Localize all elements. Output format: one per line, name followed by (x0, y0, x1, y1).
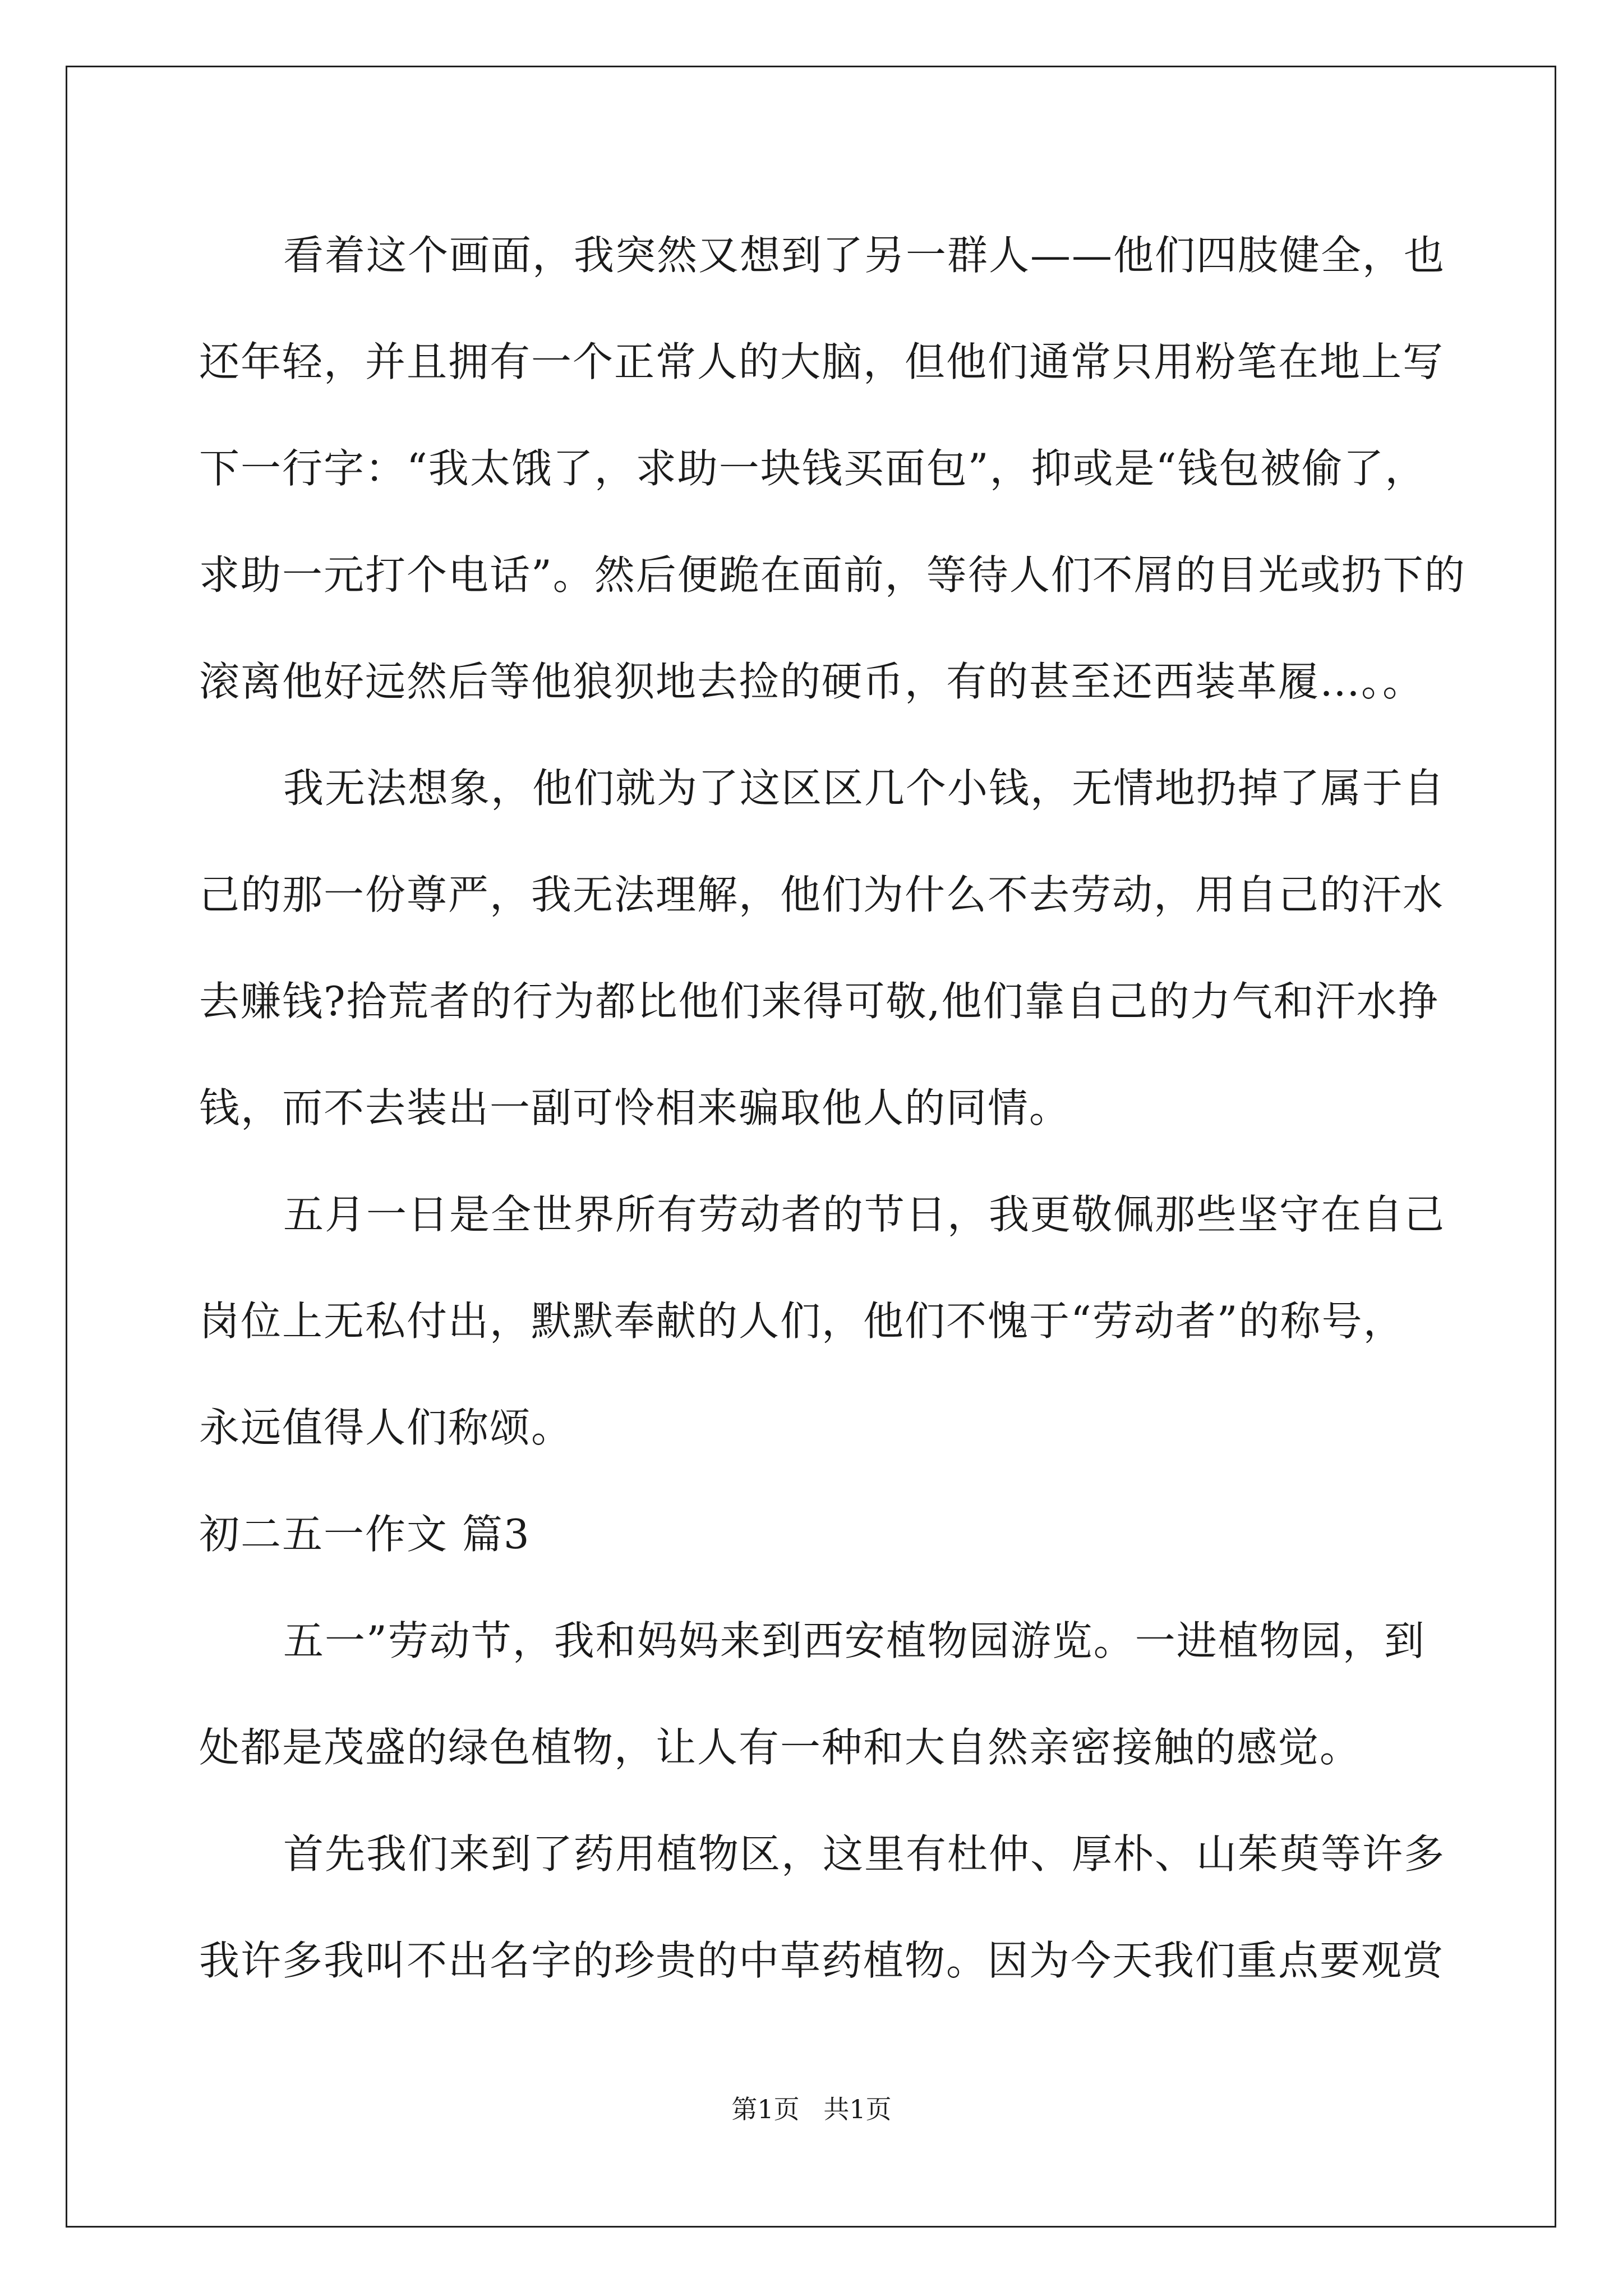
paragraph-3 (199, 1161, 1446, 1481)
text-line: 五月一日是全世界所有劳动者的节日，我更敬佩那些坚守在自己 (283, 1191, 1446, 1238)
text-line: 首先我们来到了药用植物区，这里有杜仲、厚朴、山茱萸等许多 (283, 1830, 1446, 1878)
text-line: 看着这个画面，我突然又想到了另一群人——他们四肢健全，也 (283, 232, 1446, 279)
text-line: 处都是茂盛的绿色植物，让人有一种和大自然亲密接触的感觉。 (199, 1724, 1362, 1771)
page-number: 第1页 (731, 2094, 800, 2124)
text-line: 岗位上无私付出，默默奉献的人们，他们不愧于“劳动者”的称号， (199, 1297, 1405, 1345)
paragraph-1 (199, 202, 1466, 735)
text-line: 我无法想象，他们就为了这区区几个小钱，无情地扔掉了属于自 (283, 765, 1446, 812)
text-line: 滚离他好远然后等他狼狈地去捡的硬币，有的甚至还西装革履…。。 (199, 658, 1424, 705)
page-footer (0, 2092, 1623, 2126)
text-line: 还年轻，并且拥有一个正常人的大脑，但他们通常只用粉笔在地上写 (199, 338, 1445, 385)
document-body (199, 202, 1466, 2014)
section-paragraph-2 (199, 1801, 1446, 2014)
text-line: 求助一元打个电话”。然后便跪在面前，等待人们不屑的目光或扔下的 (199, 551, 1466, 599)
section-heading: 初二五一作文 篇3 (199, 1511, 531, 1558)
text-line: 下一行字：“我太饿了，求助一块钱买面包”，抑或是“钱包被偷了， (199, 445, 1427, 492)
total-pages: 共1页 (823, 2094, 892, 2124)
section-paragraph-1 (199, 1588, 1433, 1801)
paragraph-2 (199, 735, 1446, 1161)
text-line: 五一”劳动节，我和妈妈来到西安植物园游览。一进植物园，到 (283, 1617, 1426, 1664)
text-line: 我许多我叫不出名字的珍贵的中草药植物。因为今天我们重点要观赏 (199, 1937, 1445, 1984)
text-line: 己的那一份尊严，我无法理解，他们为什么不去劳动，用自己的汗水 (199, 871, 1445, 918)
text-line: 钱，而不去装出一副可怜相来骗取他人的同情。 (199, 1084, 1071, 1131)
text-line: 去赚钱?拾荒者的行为都比他们来得可敬,他们靠自己的力气和汗水挣 (199, 978, 1440, 1025)
text-line: 永远值得人们称颂。 (199, 1404, 573, 1451)
